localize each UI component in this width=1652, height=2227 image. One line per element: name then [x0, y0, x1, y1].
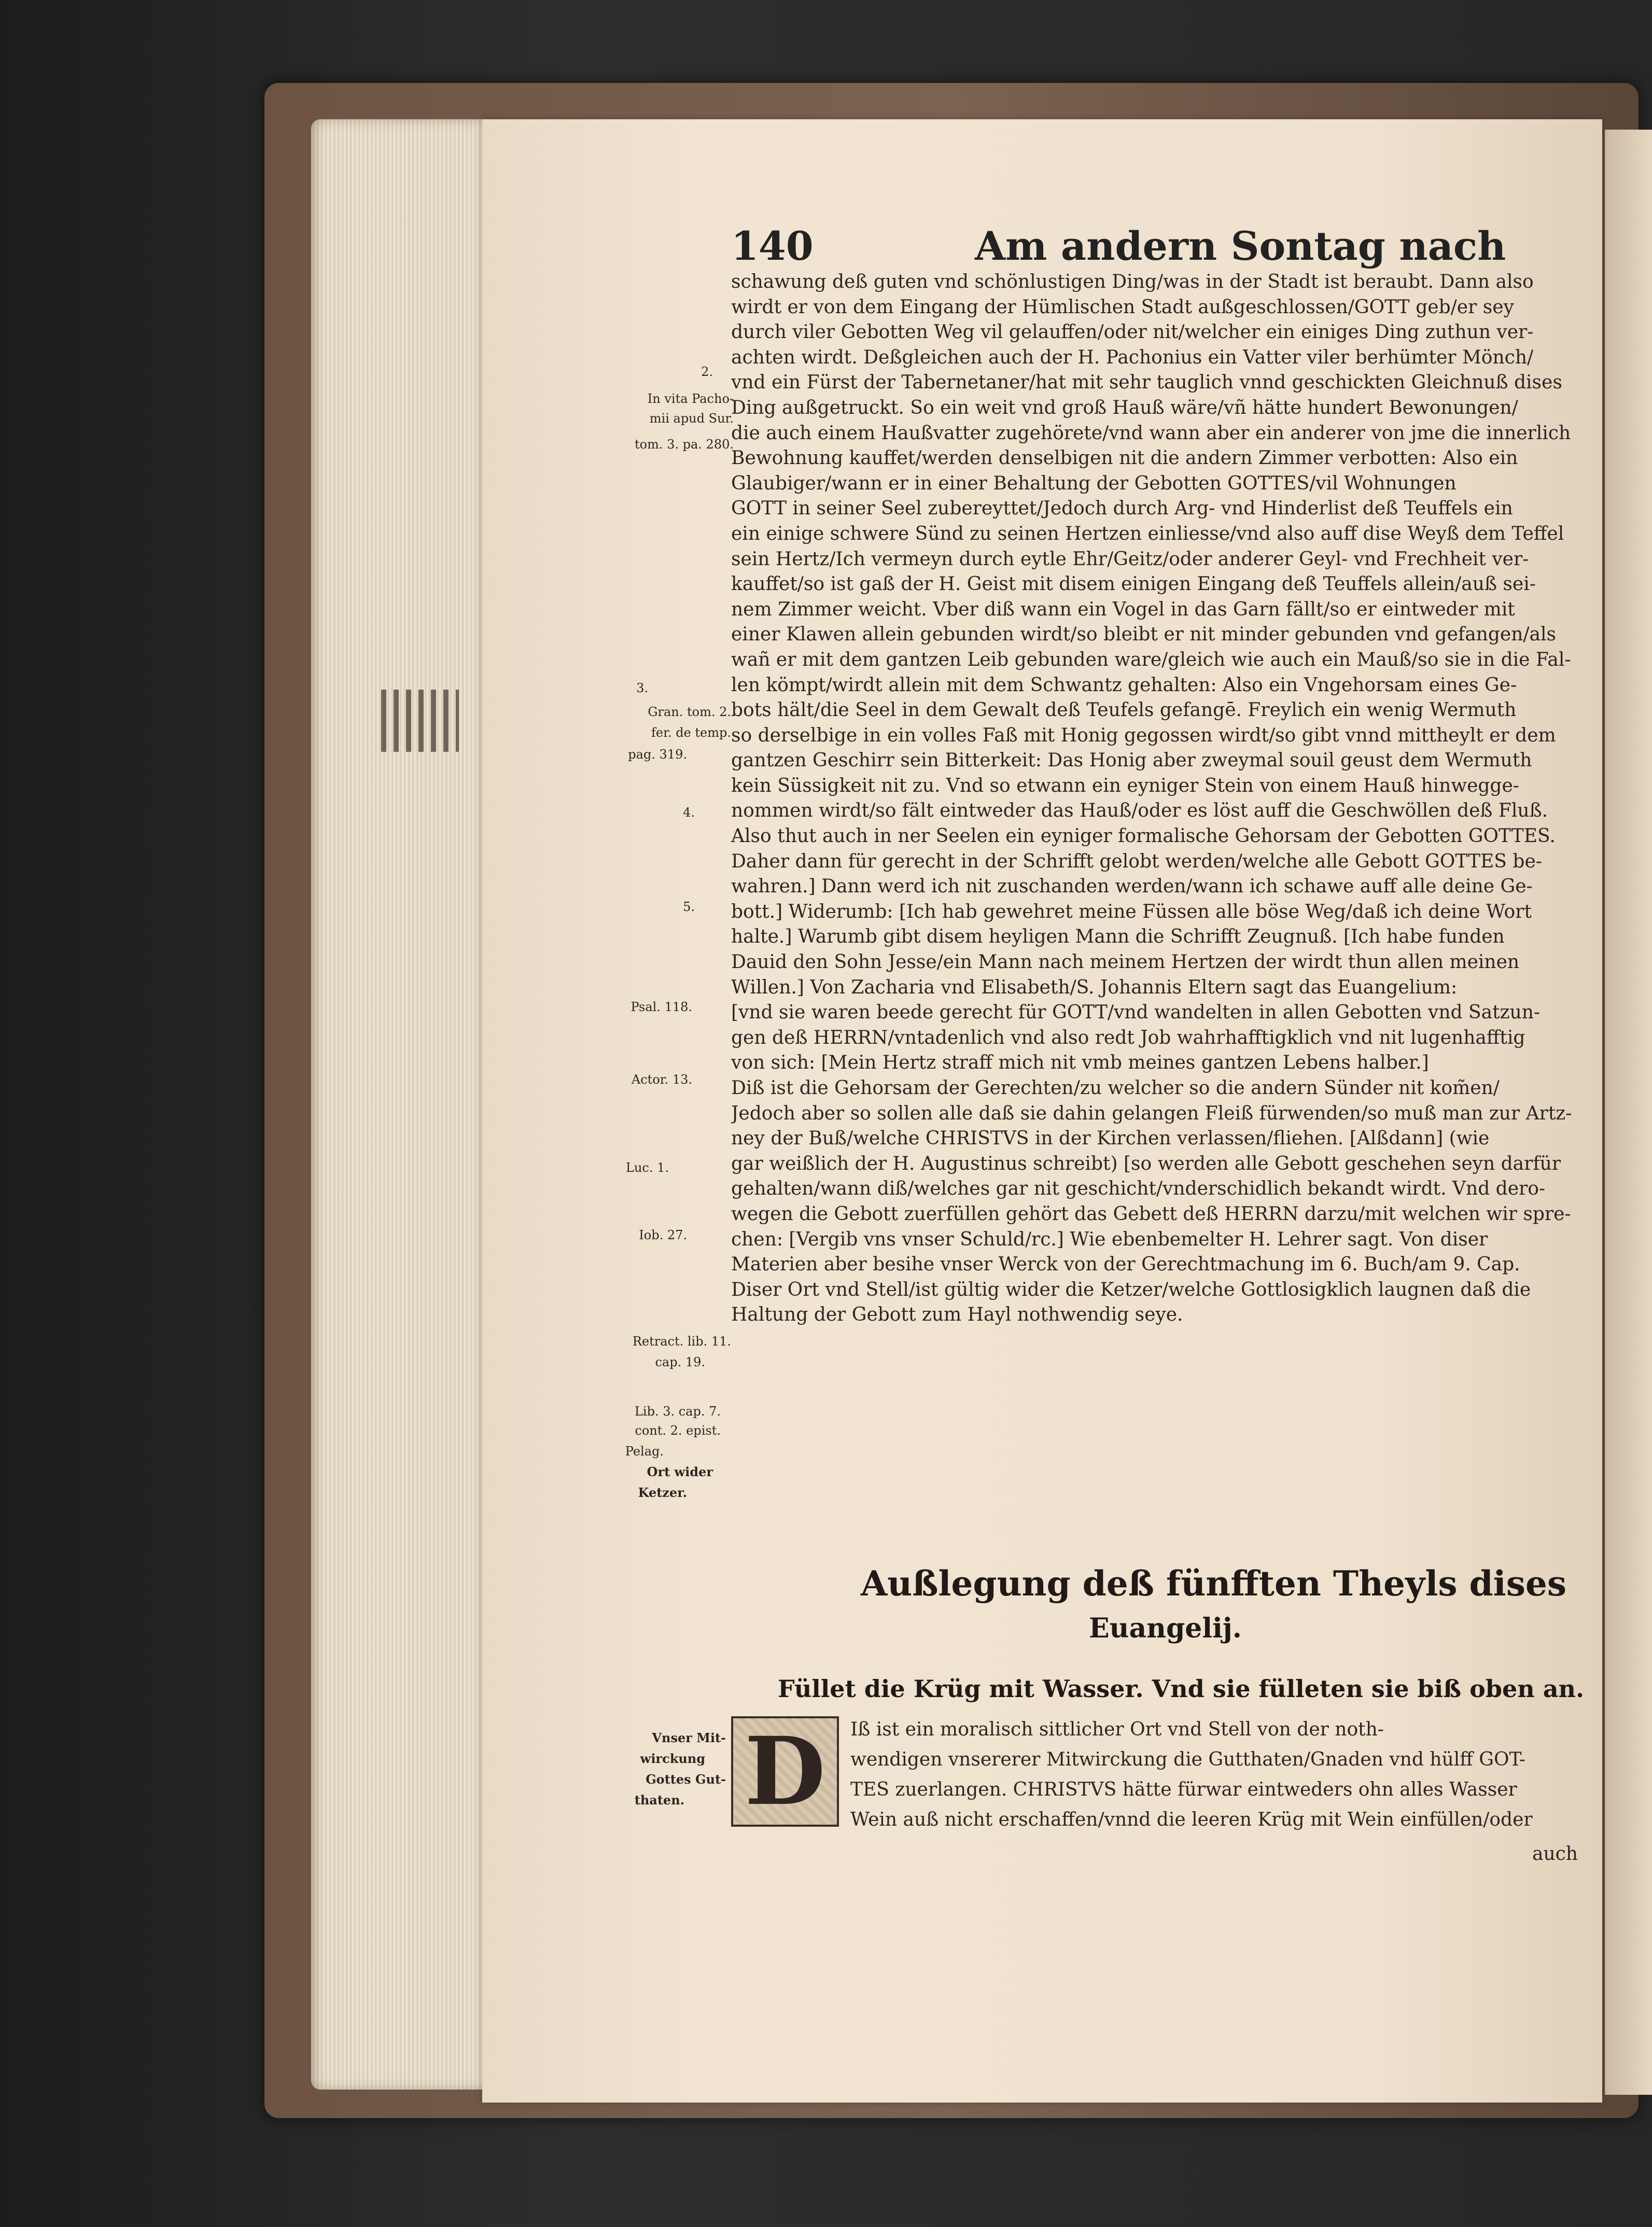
text-line: len kömpt/wirdt allein mit dem Schwantz gehalten: Also ein Vngehorsam eines Ge- — [731, 674, 1517, 696]
margin-citation: In vita Pacho- — [647, 391, 734, 406]
text-line: wendigen vnsererer Mitwirckung die Gutthaten/Gnaden vnd hülff GOT- — [850, 1749, 1526, 1770]
margin-citation: tom. 3. pa. 280. — [634, 437, 734, 452]
text-line: nem Zimmer weicht. Vber diß wann ein Vogel in das Garn fällt/so er eintweder mit — [731, 598, 1515, 620]
margin-citation: Iob. 27. — [639, 1228, 687, 1242]
text-line: einer Klawen allein gebunden wirdt/so bleibt er nit minder gebunden vnd gefangen/als — [731, 624, 1556, 646]
text-line: so derselbige in ein volles Faß mit Honig gegossen wirdt/so gibt vnnd mittheylt er dem — [731, 724, 1556, 746]
text-line: Willen.] Von Zacharia vnd Elisabeth/S. Johannis Eltern sagt das Euangelium: — [731, 976, 1458, 998]
catchword: auch — [1532, 1843, 1578, 1865]
margin-citation: Actor. 13. — [631, 1072, 692, 1087]
text-line: Wein auß nicht erschaffen/vnnd die leeren Krüg mit Wein einfüllen/oder — [850, 1809, 1533, 1830]
text-line: schawung deß guten vnd schönlustigen Ding/was in der Stadt ist beraubt. Dann also — [731, 271, 1534, 292]
margin-gloss: Vnser Mit- — [652, 1730, 726, 1745]
running-title: Am andern Sontag nach — [975, 223, 1506, 269]
text-line: achten wirdt. Deßgleichen auch der H. Pachonius ein Vatter viler berhümter Mönch/ — [731, 346, 1534, 368]
text-line: von sich: [Mein Hertz straff mich nit vmb meines gantzen Lebens halber.] — [731, 1052, 1429, 1074]
facing-page-edge — [1605, 130, 1652, 2095]
text-line: gar weißlich der H. Augustinus schreibt) [so werden alle Gebott geschehen seyn darfür — [731, 1153, 1561, 1174]
text-line: Bewohnung kauffet/werden denselbigen nit die andern Zimmer verbotten: Also ein — [731, 447, 1518, 469]
margin-gloss: wirckung — [640, 1751, 705, 1766]
margin-citation: mii apud Sur. — [649, 411, 734, 426]
text-line: Daher dann für gerecht in der Schrifft gelobt werden/welche alle Gebott GOTTES be- — [731, 850, 1542, 872]
ornamental-initial: D — [731, 1716, 839, 1827]
margin-note-number: 2. — [701, 365, 713, 379]
text-line: halte.] Warumb gibt disem heyligen Mann die Schrifft Zeugnuß. [Ich habe funden — [731, 926, 1505, 948]
page-edges — [311, 119, 482, 2090]
text-line: Glaubiger/wann er in einer Behaltung der Gebotten GOTTES/vil Wohnungen — [731, 472, 1457, 494]
text-line: [vnd sie waren beede gerecht für GOTT/vnd wandelten in allen Gebotten vnd Satzun- — [731, 1002, 1541, 1024]
text-line: Materien aber besihe vnser Werck von der Gerechtmachung im 6. Buch/am 9. Cap. — [731, 1254, 1520, 1276]
text-line: Diß ist die Gehorsam der Gerechten/zu welcher so die andern Sünder nit kom̃en/ — [731, 1077, 1500, 1099]
text-line: gen deß HERRN/vntadenlich vnd also redt Job wahrhafftigklich vnd nit lugenhafftig — [731, 1027, 1525, 1048]
margin-gloss: Gottes Gut- — [646, 1772, 726, 1787]
text-line: kauffet/so ist gaß der H. Geist mit disem einigen Eingang deß Teuffels allein/auß sei- — [731, 573, 1536, 595]
margin-citation: pag. 319. — [628, 747, 687, 762]
margin-citation: Retract. lib. 11. — [632, 1334, 731, 1349]
margin-citation: fer. de temp. — [651, 725, 731, 740]
page-number: 140 — [731, 223, 814, 269]
text-line: Dauid den Sohn Jesse/ein Mann nach meinem Hertzen der wirdt thun allen meinen — [731, 951, 1520, 973]
text-line: wañ er mit dem gantzen Leib gebunden ware/gleich wie auch ein Mauß/so sie in die Fal- — [731, 649, 1571, 670]
margin-citation: Luc. 1. — [626, 1160, 669, 1175]
text-line: ney der Buß/welche CHRISTVS in der Kirchen verlassen/fliehen. [Alßdann] (wie — [731, 1128, 1490, 1150]
text-line: Jedoch aber so sollen alle daß sie dahin gelangen Fleiß fürwenden/so muß man zur Artz- — [731, 1102, 1572, 1124]
margin-citation: Psal. 118. — [631, 1000, 692, 1014]
text-line: wirdt er von dem Eingang der Hümlischen Stadt außgeschlossen/GOTT geb/er sey — [731, 296, 1514, 318]
text-line: GOTT in seiner Seel zubereyttet/Jedoch durch Arg- vnd Hinderlist deß Teuffels ein — [731, 498, 1513, 520]
text-line: wahren.] Dann werd ich nit zuschanden werden/wann ich schawe auff alle deine Ge- — [731, 876, 1533, 898]
text-line: gehalten/wann diß/welches gar nit geschicht/vnderschidlich bekandt wirdt. Vnd dero- — [731, 1178, 1546, 1200]
section-heading: Außlegung deß fünfften Theyls dises — [861, 1563, 1567, 1604]
text-line: die auch einem Haußvatter zugehörete/vnd wann aber ein anderer von jme die innerlich — [731, 422, 1571, 444]
text-line: Also thut auch in ner Seelen ein eyniger formalische Gehorsam der Gebotten GOTTES. — [731, 825, 1556, 847]
margin-gloss: Ketzer. — [638, 1485, 687, 1500]
text-line: bott.] Widerumb: [Ich hab gewehret meine Füssen alle böse Weg/daß ich deine Wort — [731, 901, 1532, 922]
text-line: Iß ist ein moralisch sittlicher Ort vnd Stell von der noth- — [850, 1719, 1384, 1740]
margin-note-number: 3. — [636, 681, 648, 695]
scripture-line: Füllet die Krüg mit Wasser. Vnd sie fülleten sie biß oben an. — [778, 1675, 1584, 1703]
margin-citation: Gran. tom. 2. — [648, 705, 731, 719]
text-line: kein Süssigkeit nit zu. Vnd so etwann ein eyniger Stein von einem Hauß hinwegge- — [731, 775, 1519, 796]
text-line: sein Hertz/Ich vermeyn durch eytle Ehr/Geitz/oder anderer Geyl- vnd Frechheit ver- — [731, 548, 1529, 570]
margin-gloss: Ort wider — [647, 1464, 713, 1479]
text-line: durch viler Gebotten Weg vil gelauffen/oder nit/welcher ein einiges Ding zuthun ver- — [731, 321, 1534, 343]
margin-note-number: 5. — [683, 900, 695, 914]
text-line — [731, 1328, 1587, 1353]
text-line: nommen wirdt/so fält eintweder das Hauß/oder es löst auff die Geschwöllen deß Fluß. — [731, 800, 1548, 822]
text-line: Diser Ort vnd Stell/ist gültig wider die Ketzer/welche Gottlosigklich laugnen daß die — [731, 1279, 1531, 1300]
text-line: vnd ein Fürst der Tabernetaner/hat mit sehr tauglich vnnd geschickten Gleichnuß dises — [731, 372, 1562, 394]
section-subheading: Euangelij. — [1089, 1613, 1242, 1644]
text-line: TES zuerlangen. CHRISTVS hätte fürwar eintweders ohn alles Wasser — [850, 1779, 1517, 1800]
margin-citation: Pelag. — [625, 1444, 664, 1459]
margin-citation: cont. 2. epist. — [635, 1423, 721, 1438]
text-line: Ding außgetruckt. So ein weit vnd groß Hauß wäre/vñ hätte hundert Bewonungen/ — [731, 397, 1518, 418]
text-line: ein einige schwere Sünd zu seinen Hertzen einliesse/vnd also auff dise Weyß dem Teffel — [731, 523, 1564, 544]
bookmark-strip — [381, 690, 459, 752]
text-line: wegen die Gebott zuerfüllen gehört das Gebett deß HERRN darzu/mit welchen wir spre- — [731, 1203, 1571, 1225]
text-line: Haltung der Gebott zum Hayl nothwendig seye. — [731, 1304, 1183, 1326]
text-line: gantzen Geschirr sein Bitterkeit: Das Honig aber zweymal souil geust dem Wermuth — [731, 750, 1532, 772]
margin-note-number: 4. — [683, 805, 695, 820]
text-line: chen: [Vergib vns vnser Schuld/rc.] Wie ebenbemelter H. Lehrer sagt. Von diser — [731, 1228, 1488, 1250]
margin-citation: cap. 19. — [655, 1355, 705, 1369]
margin-gloss: thaten. — [634, 1792, 684, 1808]
main-text-block — [731, 270, 1587, 1353]
text-line: bots hält/die Seel in dem Gewalt deß Teufels gefangē. Freylich ein wenig Wermuth — [731, 699, 1517, 721]
margin-citation: Lib. 3. cap. 7. — [634, 1404, 721, 1419]
